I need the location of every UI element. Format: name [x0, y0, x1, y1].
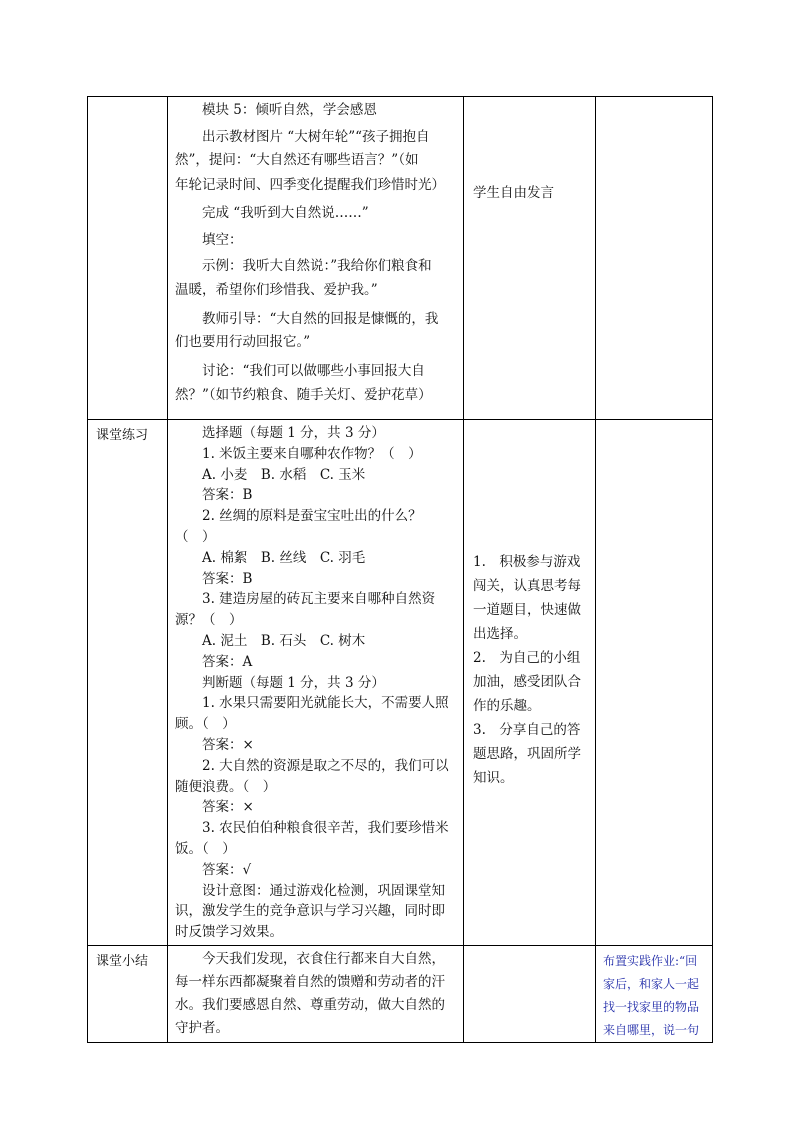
- student-activity-line: 知识。: [473, 770, 514, 786]
- options-line: A. 泥土 B. 石头 C. 树木: [202, 632, 366, 649]
- summary-content-cell: [168, 945, 464, 1042]
- homework-note-line: 来自哪里，说一句: [603, 1022, 700, 1037]
- answer-line: 答案：B: [202, 570, 253, 587]
- module5-line: 讨论：“我们可以做哪些小事回报大自: [202, 363, 425, 379]
- module5-label-cell: [88, 97, 168, 420]
- student-activity-line: 题思路，巩固所学: [473, 746, 581, 762]
- row-practice: [88, 420, 713, 946]
- student-activity-line: 一道题目，快速做: [473, 602, 581, 618]
- row-module5: [88, 97, 713, 420]
- module5-title: 模块 5：倾听自然，学会感恩: [202, 102, 377, 118]
- summary-line: 每一样东西都凝聚着自然的馈赠和劳动者的汗: [175, 973, 445, 990]
- question-line: 3. 建造房屋的砖瓦主要来自哪种自然资: [202, 591, 436, 608]
- module5-line: 然？”（如节约粮食、随手关灯、爱护花草）: [175, 386, 432, 403]
- lesson-plan-table: [87, 96, 713, 1043]
- homework-note-line: 找一找家里的物品: [603, 999, 700, 1014]
- question-line: 2. 丝绸的原料是蚕宝宝吐出的什么？: [202, 508, 422, 525]
- question-line: 1. 水果只需要阳光就能长大，不需要人照: [202, 695, 449, 712]
- student-activity-line: 出选择。: [473, 626, 527, 642]
- design-intent-line: 设计意图：通过游戏化检测，巩固课堂知: [202, 882, 445, 899]
- student-activity-line: 1. 积极参与游戏: [473, 554, 581, 570]
- question-line: 源？（ ）: [175, 612, 243, 629]
- practice-content-cell: [168, 420, 464, 946]
- question-line: 1. 米饭主要来自哪种农作物？（ ）: [202, 445, 422, 462]
- question-line: （ ）: [175, 528, 216, 545]
- student-activity-line: 2. 为自己的小组: [473, 650, 581, 666]
- summary-line: 今天我们发现，衣食住行都来自大自然，: [202, 950, 445, 967]
- summary-line: 守护者。: [175, 1019, 229, 1036]
- student-activity-line: 闯关，认真思考每: [473, 578, 581, 594]
- module5-line: 然”，提问：“大自然还有哪些语言？”（如: [175, 152, 419, 168]
- question-line: 2. 大自然的资源是取之不尽的，我们可以: [202, 757, 449, 774]
- question-line: 饭。（ ）: [175, 840, 236, 857]
- student-activity-line: 加油，感受团队合: [473, 674, 581, 690]
- module5-line: 们也要用行动回报它。”: [175, 334, 311, 350]
- choice-section-title: 选择题（每题 1 分，共 3 分）: [202, 425, 385, 441]
- options-line: A. 小麦 B. 水稻 C. 玉米: [202, 466, 366, 483]
- summary-label-cell: [88, 945, 168, 1042]
- summary-line: 水。我们要感恩自然、尊重劳动，做大自然的: [175, 996, 445, 1013]
- design-intent-line: 识，激发学生的竞争意识与学习兴趣，同时即: [175, 903, 445, 920]
- row-summary: [88, 945, 713, 1042]
- student-activity-line: 3. 分享自己的答: [473, 722, 581, 738]
- module5-line: 温暖，希望你们珍惜我、爱护我。”: [175, 281, 378, 298]
- answer-line: 答案：×: [202, 736, 254, 753]
- answer-line: 答案：A: [202, 653, 253, 670]
- homework-note-line: 布置实践作业:“回: [603, 953, 698, 968]
- answer-line: 答案：×: [202, 799, 254, 816]
- module5-content-cell: [168, 97, 464, 420]
- summary-student-cell: [464, 945, 596, 1042]
- summary-label: 课堂小结: [96, 953, 149, 969]
- options-line: A. 棉絮 B. 丝线 C. 羽毛: [202, 549, 366, 566]
- answer-line: 答案：√: [202, 861, 252, 878]
- module5-line: 示例：我听大自然说：”我给你们粮食和: [202, 258, 432, 274]
- judge-section-title: 判断题（每题 1 分，共 3 分）: [202, 674, 385, 691]
- homework-note-line: 家后，和家人一起: [603, 976, 700, 991]
- module5-line: 出示教材图片 “大树年轮”“孩子拥抱自: [202, 128, 430, 145]
- summary-note-cell: [596, 945, 713, 1042]
- design-intent-line: 时反馈学习效果。: [175, 924, 283, 941]
- answer-line: 答案：B: [202, 487, 253, 504]
- practice-note-cell: [596, 420, 713, 946]
- student-activity-text: 学生自由发言: [473, 185, 554, 201]
- module5-student-cell: [464, 97, 596, 420]
- module5-line: 完成 “我听到大自然说……”: [202, 205, 369, 221]
- module5-note-cell: [596, 97, 713, 420]
- module5-line: 填空：: [202, 231, 243, 248]
- question-line: 顾。（ ）: [175, 716, 236, 733]
- practice-label-cell: [88, 420, 168, 946]
- student-activity-line: 作的乐趣。: [473, 698, 541, 714]
- module5-line: 教师引导：“大自然的回报是慷慨的，我: [202, 310, 439, 327]
- module5-line: 年轮记录时间、四季变化提醒我们珍惜时光）: [175, 177, 445, 193]
- question-line: 3. 农民伯伯种粮食很辛苦，我们要珍惜米: [202, 820, 449, 837]
- practice-label: 课堂练习: [96, 428, 149, 443]
- question-line: 随便浪费。（ ）: [175, 778, 277, 795]
- practice-student-cell: [464, 420, 596, 946]
